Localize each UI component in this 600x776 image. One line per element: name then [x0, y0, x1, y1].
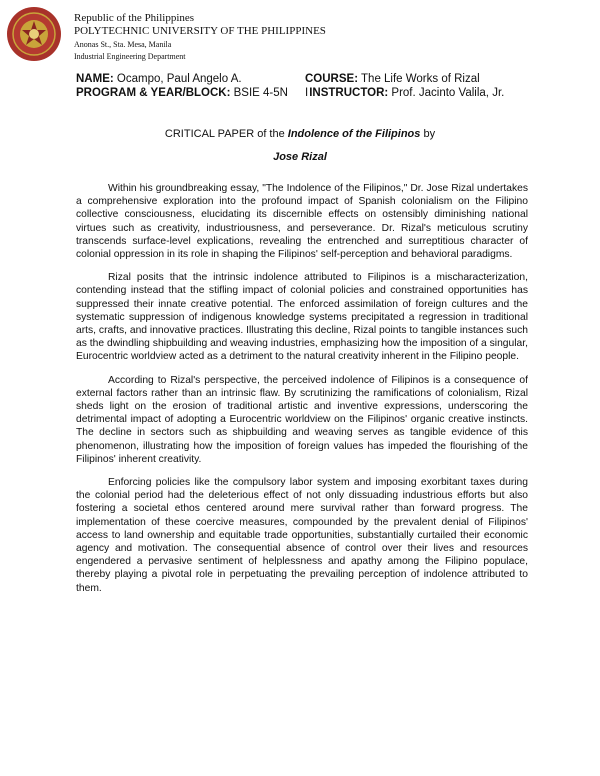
instructor-pipe: I [305, 87, 309, 99]
paragraph-4: Enforcing policies like the compulsory labor system and imposing exorbitant taxes during the colonial period had the deleterious effect of not only dissuading industrious efforts but also fostering a societal ethos centered around mere survival rather than forward progress. The implementation of these coercive measures, compounded by the prevalent denial of Filipinos' access to land ownership and equitable trade opportunities, substantially curtailed their economic agency and motivation. The consequential absence of control over their lives and resources engendered a pervasive sentiment of helplessness and apathy among the Filipino populace, thereby playing a pivotal role in perpetuating the prevailing perception of indolence attributed to them. [76, 477, 528, 594]
program-value: BSIE 4-5N [230, 87, 288, 99]
name-field [76, 72, 305, 86]
paragraph-3: According to Rizal's perspective, the perceived indolence of Filipinos is a consequence of external factors rather than an intrinsic flaw. By scrutinizing the ramifications of colonialism, Rizal sheds light on the erosion of traditional artistic and inventive expressions, underscoring the detrimental impact of adopting a Eurocentric worldview on the Filipinos' organic creative instincts. The decline in sectors such as shipbuilding and weaving serves as tangible evidence of this phenomenon, illustrating how the imposition of foreign values has impeded the flourishing of the Filipinos' inherent creativity. [76, 374, 528, 465]
title-work: Indolence of the Filipinos [287, 128, 421, 140]
name-label: NAME: [76, 73, 114, 85]
info-row-2 [76, 86, 556, 100]
instructor-field [305, 86, 504, 100]
title-prefix: CRITICAL PAPER of the [164, 128, 288, 140]
program-label: PROGRAM & YEAR/BLOCK: [76, 87, 231, 99]
university-address: Anonas St., Sta. Mesa, Manila [74, 40, 172, 49]
letterhead [74, 12, 474, 62]
program-field [76, 86, 305, 100]
paper-title [0, 127, 600, 141]
paragraph-2: Rizal posits that the intrinsic indolence attributed to Filipinos is a mischaracterization, contending instead that the stifling impact of colonial policies and constrained opportunities has suppressed their innate creative potential. The enforced assimilation of foreign cultures and the systematic suppression of indigenous knowledge systems precipitated a regression in traditional arts, crafts, and innovative practices. Illustrating this decline, Rizal points to tangible instances such as the dwindling shipbuilding and weaving industries, emphasizing how the imposition of a singular, Eurocentric worldview acted as a detriment to the natural creativity inherent in the Filipino people. [76, 272, 528, 363]
student-info [76, 72, 556, 100]
title-suffix: by [420, 128, 436, 140]
course-value: The Life Works of Rizal [358, 73, 480, 85]
info-row-1 [76, 72, 556, 86]
course-label: COURSE: [305, 73, 359, 85]
instructor-value: Prof. Jacinto Valila, Jr. [388, 87, 505, 99]
paragraph-1: Within his groundbreaking essay, "The Indolence of the Filipinos," Dr. Jose Rizal undertakes a comprehensive exploration into the profound impact of Spanish colonialism on the Filipino collective consciousness, elucidating its discernible effects on ostensibly diminishing national virtues such as creativity, industriousness, and perseverance. Dr. Rizal's meticulous scrutiny transcends surface-level explications, revealing the entrenched and surreptitious character of colonial oppression in its role in shaping the Filipinos' self-perception and behavioral paradigms. [76, 183, 528, 261]
course-field [305, 72, 480, 86]
university-seal-logo [6, 6, 62, 62]
university-name: POLYTECHNIC UNIVERSITY OF THE PHILIPPINES [74, 25, 326, 37]
republic-line: Republic of the Philippines [74, 12, 195, 24]
name-value: Ocampo, Paul Angelo A. [113, 73, 242, 85]
essay-body [76, 182, 528, 605]
paper-author: Jose Rizal [273, 151, 327, 163]
department-name: Industrial Engineering Department [74, 52, 186, 61]
instructor-label: INSTRUCTOR: [309, 87, 389, 99]
